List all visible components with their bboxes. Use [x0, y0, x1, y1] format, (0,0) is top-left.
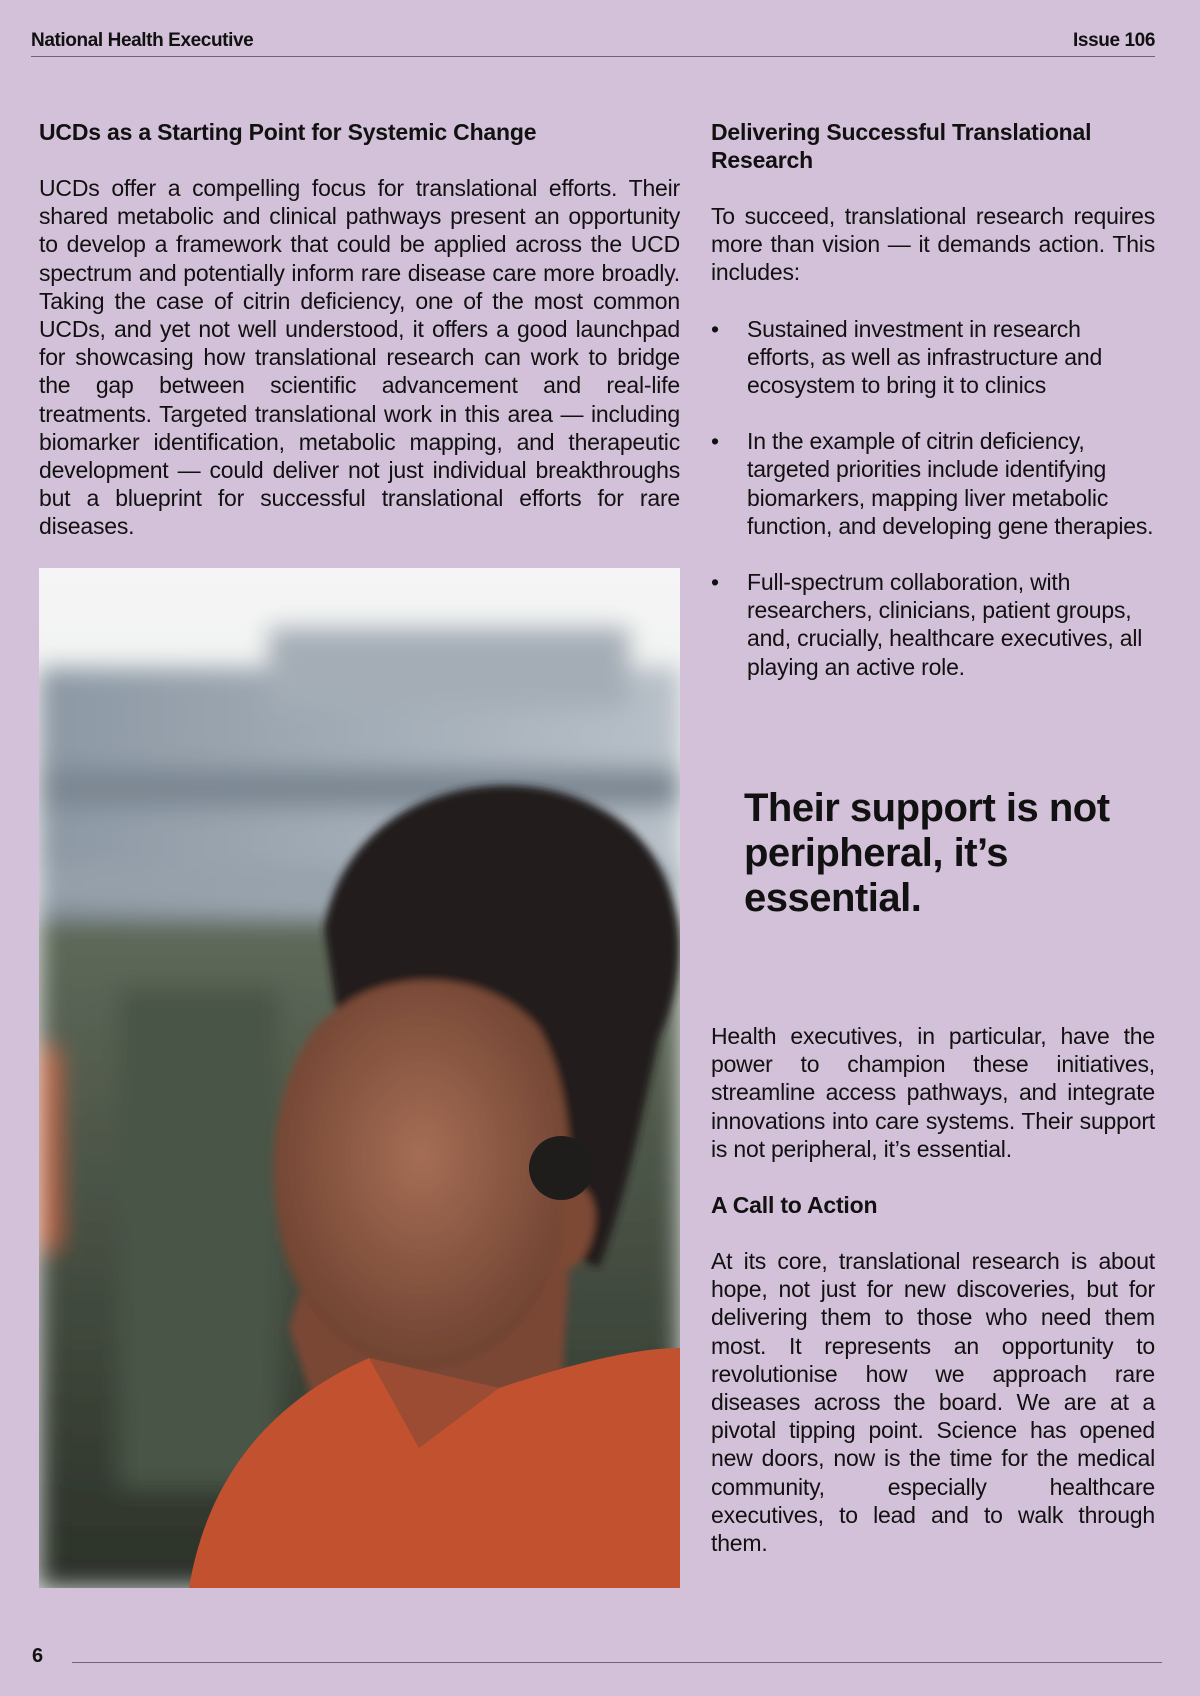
call-to-action-paragraph: At its core, translational research is about hope, not just for new discoveries, but for delivering them to those who need them most. It represents an opportunity to revolutionise how we approach rare diseases across the board. We are at a pivotal tipping point. Science has opened new doors, now is the time for the medical community, especially healthcare executives, to lead and to walk through them. [711, 1248, 1155, 1557]
intro-paragraph: To succeed, translational research requires more than vision — it demands action. This includes: [711, 203, 1155, 286]
portrait-photo [39, 568, 680, 1588]
list-item-text: Sustained investment in research efforts, as well as infrastructure and ecosystem to bring it to clinics [747, 315, 1103, 399]
issue-number: Issue 106 [1073, 30, 1155, 51]
requirements-list [711, 315, 1155, 681]
footer-rule [72, 1662, 1162, 1663]
list-item-text: In the example of citrin deficiency, targeted priorities include identifying biomarkers, mapping liver metabolic function, and developing gene therapies. [747, 428, 1154, 539]
bullet-glyph: • [711, 428, 719, 455]
publication-name: National Health Executive [31, 30, 254, 51]
ucds-paragraph: UCDs offer a compelling focus for translational efforts. Their shared metabolic and clinical pathways present an opportunity to develop a framework that could be applied across the UCD spectrum and potentially inform rare disease care more broadly. Taking the case of citrin deficiency, one of the most common UCDs, and yet not well understood, it offers a good launchpad for showcasing how translational research can work to bridge the gap between scientific advancement and real-life treatments. Targeted translational work in this area — including biomarker identification, metabolic mapping, and therapeutic development — could deliver not just individual breakthroughs but a blueprint for successful translational efforts for rare diseases. [39, 175, 680, 540]
right-column [711, 118, 1155, 709]
section-heading-delivering: Delivering Successful Translational Research [711, 119, 1092, 173]
list-item [711, 427, 1155, 540]
executives-paragraph: Health executives, in particular, have the power to champion these initiatives, streamline access pathways, and integrate innovations into care systems. Their support is not peripheral, it’s essential. [711, 1023, 1155, 1162]
page-header [31, 28, 1155, 57]
bullet-glyph: • [711, 569, 719, 596]
right-column-lower [711, 1022, 1155, 1557]
section-heading-ucds: UCDs as a Starting Point for Systemic Change [39, 119, 537, 145]
section-heading-call-to-action: A Call to Action [711, 1192, 878, 1219]
page-number: 6 [32, 1645, 44, 1667]
left-column [39, 118, 680, 541]
list-item-text: Full-spectrum collaboration, with researchers, clinicians, patient groups, and, crucially, healthcare executives, all playing an active role. [747, 569, 1143, 680]
bullet-glyph: • [711, 315, 719, 342]
list-item [711, 568, 1155, 681]
pull-quote: Their support is not peripheral, it’s essential. [744, 786, 1110, 920]
list-item [711, 315, 1155, 400]
